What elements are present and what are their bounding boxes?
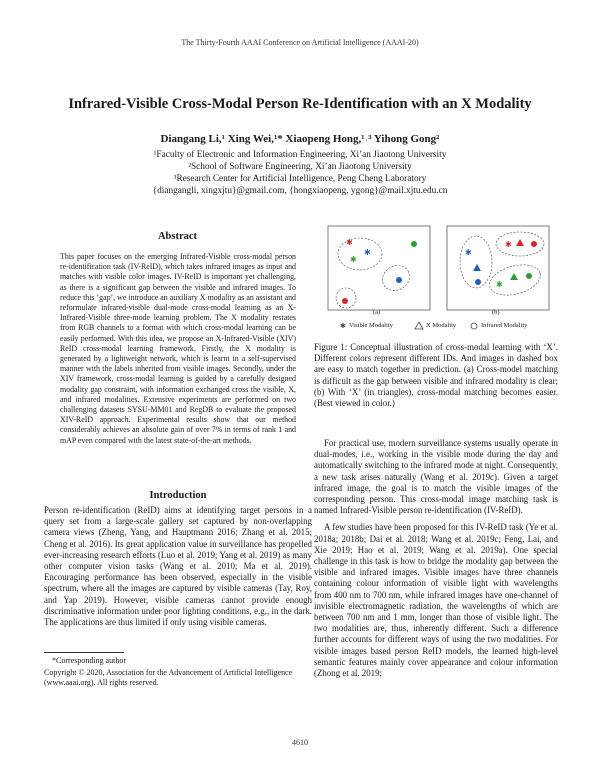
panel-b-frame — [447, 226, 549, 310]
visible-star-green: ✱ — [350, 255, 357, 264]
paper-title: Infrared-Visible Cross-Modal Person Re-Identification with an X Modality — [68, 96, 532, 112]
visible-star-red: ✱ — [346, 238, 353, 247]
dashed-group-a2 — [378, 261, 414, 296]
legend-infrared: Infrared Modality — [481, 322, 528, 329]
x-triangle-blue — [473, 264, 481, 271]
panel-a-label: (a) — [373, 309, 381, 316]
panel-a-frame — [328, 226, 430, 310]
legend-x: X Modality — [426, 322, 457, 329]
page-number: 4610 — [292, 738, 308, 747]
x-triangle-red — [516, 239, 524, 246]
paragraph-practical-use: For practical use, modern surveillance systems usually operate in dual-modes, i.e., working in the visible mode during the day and automatically switching to the infrared mode at night. Consequently, a new task arises naturally (Wang et al. 2019c). Given a target infrared image, the goal is to match the visible images of the corresponding person. This cross-modal image matching task is named Infrared-Visible person re-identification (IV-ReID). — [314, 438, 558, 516]
abstract-text: This paper focuses on the emerging Infrared-Visible cross-modal person re-identification task (IV-ReID), which takes infrared images as input and matches with visible color images. IV-ReID is important yet challenging, as there is a significant gap between the visible and infrared images. To reduce this ‘gap’, we introduce an auxiliary X modality as an assistant and reformulate infrared-visible dual-mode cross-modal learning as an X-Infrared-Visible three-mode learning problem. The X modality restates from RGB channels to a format with which cross-modal learning can be easily performed. With this idea, we propose an X-Infrared-Visible (XIV) ReID cross-modal learning framework. Firstly, the X modality is generated by a lightweight network, which is learnt in a self-supervised manner with the labels inherited from visible images. Secondly, under the XIV framework, cross-modal learning is guided by a carefully designed modality gap constraint, with information exchanged cross the visible, X, and infrared modalities. Extensive experiments are performed on two challenging datasets SYSU-MM01 and RegDB to evaluate the proposed XIV-ReID approach. Experimental results show that our method considerably achieves an absolute gain of over 7% in terms of rank 1 and mAP even compared with the latest state-of-the-art methods. — [60, 252, 296, 445]
figure-1-caption: Figure 1: Conceptual illustration of cross-modal learning with ‘X’. Different colors represent different IDs. And images in dashed box are easy to match together in prediction. (a) Cross-model matching is difficult as the gap between visible and infrared modality is clear; (b) With ‘X’ (in triangles), cross-modal matching becomes easier. (Best viewed in color.) — [314, 342, 558, 409]
legend-star-icon: ✱ — [340, 322, 346, 330]
author-list: Diangang Li,¹ Xing Wei,¹* Xiaopeng Hong,¹˒³ Yihong Gong² — [160, 133, 440, 145]
conference-header: The Thirty-Fourth AAAI Conference on Artificial Intelligence (AAAI-20) — [181, 38, 419, 47]
visible-star-green-b: ✱ — [496, 280, 503, 289]
dashed-group-a1 — [338, 238, 382, 270]
affiliation-3: ³Research Center for Artificial Intelligence, Peng Cheng Laboratory — [173, 174, 427, 184]
infrared-dot-blue-b — [475, 279, 481, 285]
panel-b-label: (b) — [492, 309, 500, 316]
author-emails: {diangangli, xingxjtu}@gmail.com, {hongxiaopeng, ygong}@mail.xjtu.edu.cn — [152, 186, 448, 196]
corresponding-note: *Corresponding author — [52, 656, 126, 665]
infrared-dot-red-b — [531, 241, 537, 247]
figure-1 — [322, 222, 556, 340]
affiliation-1: ¹Faculty of Electronic and Information Engineering, Xi’an Jiaotong University — [153, 150, 447, 160]
affiliation-2: ²School of Software Engineering, Xi’an Jiaotong University — [188, 162, 412, 172]
paragraph-prior-studies: A few studies have been proposed for this IV-ReID task (Ye et al. 2018a; 2018b; Dai et al. 2018; Wang et al. 2019c; Feng, Lai, and Xie 2019; Hao et al. 2019; Wang et al. 2019a). One special challenge in this task is how to bridge the modality gap between the visible and infrared images. Visible images have three channels containing colour information of visible light with wavelengths from 400 nm to 700 nm, while infrared images have one-channel of invisible electromagnetic radiation, the wavelengths of which are between 700 nm and 1 mm, longer than those of visible light. The two modalities are, thus, inherently different. Such a difference further accounts for different ways of using the two modalities. For visible images based person ReID models, the learned high-level semantic features mainly cover appearance and colour information (Zhong et al. 2019; — [314, 522, 558, 679]
infrared-dot-red — [342, 298, 348, 304]
dashed-group-a3 — [336, 288, 356, 308]
legend-triangle-icon — [415, 322, 423, 329]
legend-circle-icon — [471, 323, 477, 329]
infrared-dot-green-b — [526, 273, 532, 279]
visible-star-blue: ✱ — [364, 248, 371, 257]
visible-star-red-b: ✱ — [505, 240, 512, 249]
right-column-body — [314, 438, 558, 679]
introduction-heading: Introduction — [149, 490, 207, 501]
x-triangle-green — [510, 273, 518, 280]
abstract-heading: Abstract — [157, 231, 198, 242]
legend-visible: Visible Modality — [349, 322, 393, 329]
visible-star-blue-b: ✱ — [465, 248, 472, 257]
infrared-dot-blue — [396, 277, 402, 283]
infrared-dot-green — [411, 241, 417, 247]
footnote-rule — [44, 652, 124, 653]
copyright-note: Copyright © 2020, Association for the Advancement of Artificial Intelligence (www.aaai.org). All rights reserved. — [44, 668, 293, 687]
introduction-text: Person re-identification (ReID) aims at identifying target persons in a query set from a large-scale gallery set captured by non-overlapping camera views (Zheng, Yang, and Hauptmann 2016; Zhang et al. 2015; Cheng et al. 2016). Its great application value in surveillance has propelled ever-increasing research efforts (Luo et al. 2019; Yang et al. 2019) as many other computer vision tasks (Wang et al. 2010; Ma et al. 2019). Encouraging performance has been observed, especially in the visible spectrum, where all the images are captured by visible cameras (Tay, Roy, and Yap 2019). However, visible cameras cannot provide enough discriminative information under poor lighting conditions, e.g., in the dark. The applications are thus limited if only using visible cameras. — [44, 505, 312, 628]
